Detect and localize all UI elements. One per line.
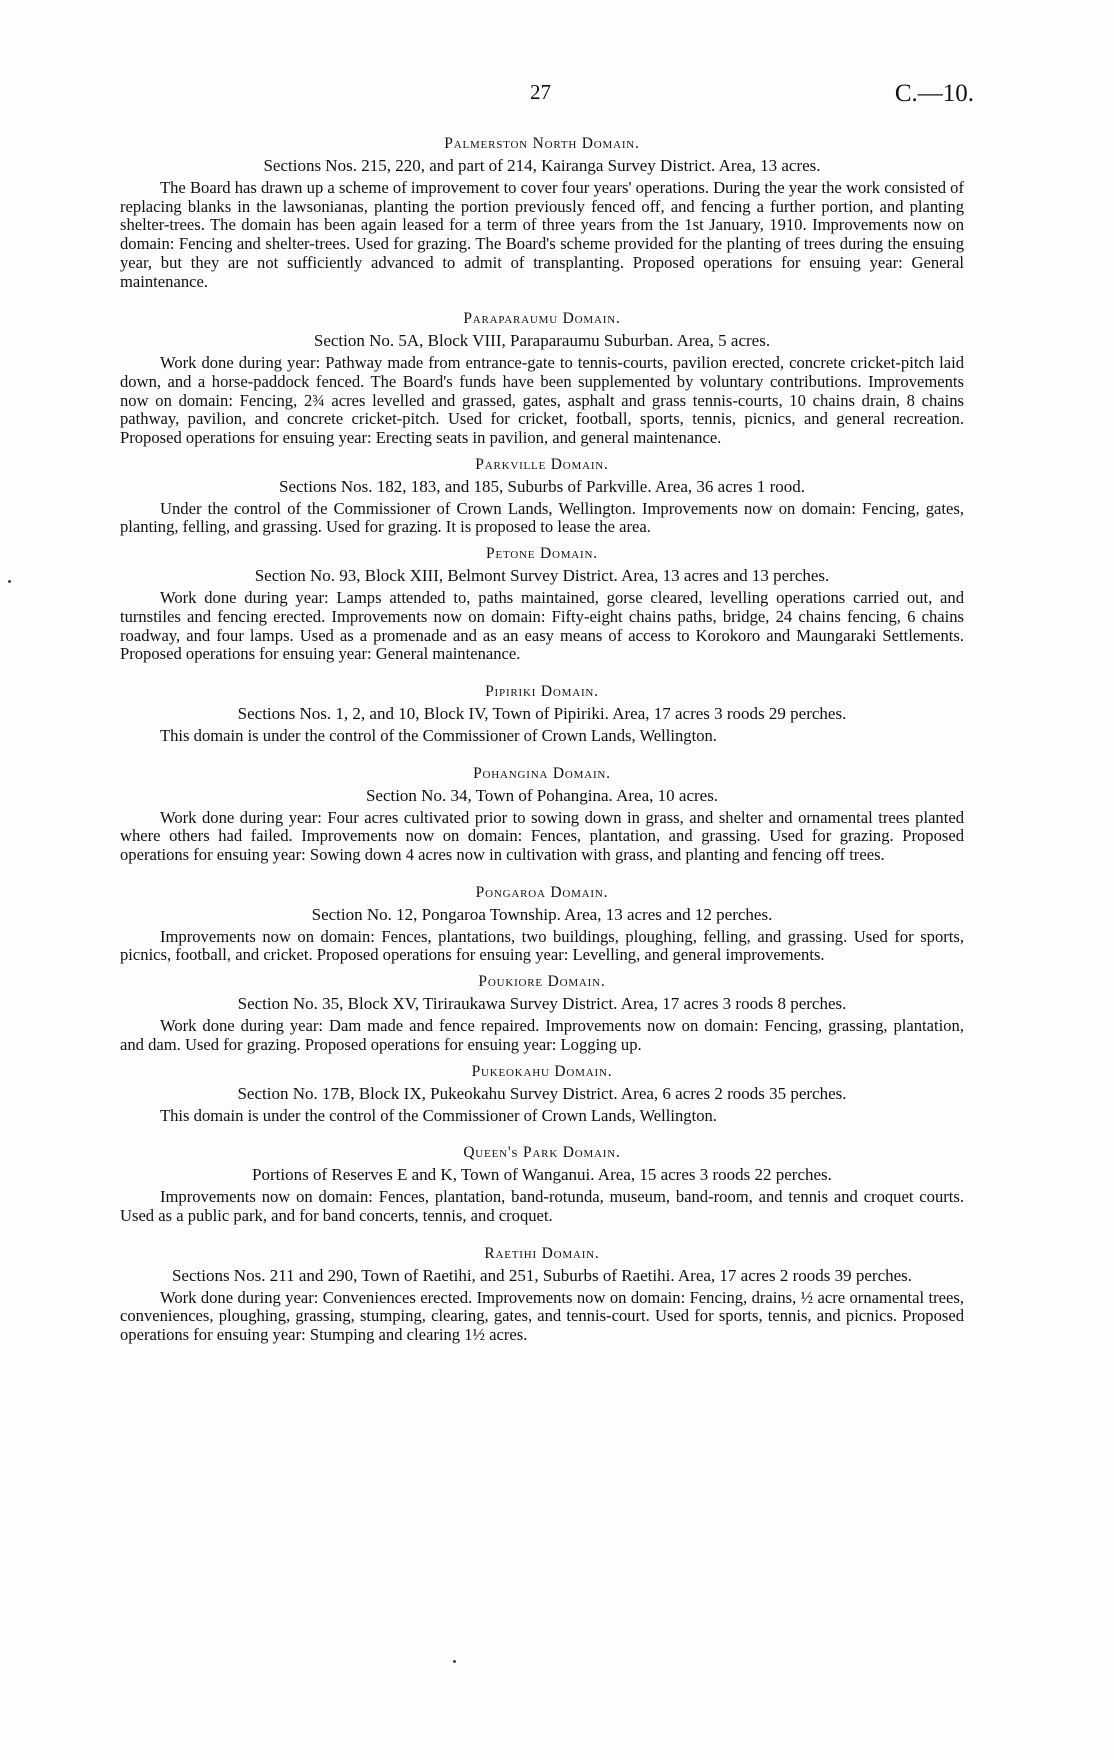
section-location: Section No. 34, Town of Pohangina. Area, 10 acres. (365, 785, 719, 805)
domain-section-queens-park (120, 1143, 964, 1225)
section-location: Section No. 35, Block XV, Tiriraukawa Survey District. Area, 17 acres 3 roods 8 perches. (237, 994, 847, 1014)
section-title: Pipiriki Domain. (485, 682, 599, 700)
domain-section-palmerston-north (120, 134, 964, 291)
section-location: Sections Nos. 182, 183, and 185, Suburbs of Parkville. Area, 36 acres 1 rood. (279, 476, 805, 496)
domain-section-raetihi (120, 1244, 964, 1345)
page-content (120, 134, 964, 1345)
scan-speck (8, 580, 11, 583)
section-body: Work done during year: Four acres cultivated prior to sowing down in grass, and shelter and ornamental trees planted where others had failed. Improvements now on domain: Fences, plantation, and grassing. Used for grazing. Proposed operations for ensuing year: Sowing down 4 acres now in cultivation with grass, and planting and fencing off trees. (120, 807, 964, 865)
section-body: Work done during year: Dam made and fence repaired. Improvements now on domain: Fencing, grassing, plantation, and dam. Used for grazing. Proposed operations for ensuing year: Logging up. (120, 1016, 964, 1054)
section-title: Petone Domain. (486, 545, 598, 563)
section-body: This domain is under the control of the Commissioner of Crown Lands, Wellington. (160, 1105, 717, 1125)
domain-section-paraparaumu (120, 309, 964, 448)
scan-speck (453, 1660, 456, 1663)
section-body: Work done during year: Pathway made from entrance-gate to tennis-courts, pavilion erected, concrete cricket-pitch laid down, and a horse-paddock fenced. The Board's funds have been supplemented by voluntary contributions. Improvements now on domain: Fencing, 2¾ acres levelled and grassed, gates, asphalt and grass tennis-courts, 10 chains drain, 8 chains pathway, pavilion, and concrete cricket-pitch. Used for cricket, football, sports, tennis, picnics, and general recreation. Proposed operations for ensuing year: Erecting seats in pavilion, and general maintenance. (120, 353, 964, 448)
section-title: Palmerston North Domain. (444, 135, 640, 152)
section-location: Section No. 93, Block XIII, Belmont Survey District. Area, 13 acres and 13 perches. (254, 566, 830, 586)
section-title: Pongaroa Domain. (475, 883, 609, 901)
section-body: This domain is under the control of the Commissioner of Crown Lands, Wellington. (160, 725, 717, 745)
section-title: Raetihi Domain. (484, 1244, 600, 1262)
section-body: Work done during year: Conveniences erected. Improvements now on domain: Fencing, drains, ½ acre ornamental trees, conveniences, ploughing, grassing, stumping, clearing, gates, and tennis-court. Used for sports, tennis, and picnics. Proposed operations for ensuing year: Stumping and clearing 1½ acres. (120, 1287, 964, 1345)
section-body: The Board has drawn up a scheme of improvement to cover four years' operations. During the year the work consisted of replacing blanks in the lawsonianas, planting the portion previously fenced off, and fencing a further portion, and planting shelter-trees. The domain has been again leased for a term of three years from the 1st January, 1910. Improvements now on domain: Fencing and shelter-trees. Used for grazing. The Board's scheme provided for the planting of trees during the ensuing year, but they are not sufficiently advanced to admit of transplanting. Proposed operations for ensuing year: General maintenance. (120, 178, 964, 291)
section-title: Pukeokahu Domain. (471, 1062, 613, 1080)
page-header (0, 80, 1114, 110)
domain-section-pongaroa (120, 883, 964, 965)
section-body: Improvements now on domain: Fences, plantation, band-rotunda, museum, band-room, and tennis and croquet courts. Used as a public park, and for band concerts, tennis, and croquet. (120, 1187, 964, 1225)
section-title: Pohangina Domain. (473, 764, 611, 782)
section-body: Improvements now on domain: Fences, plantations, two buildings, ploughing, felling, and grassing. Used for sports, picnics, football, and cricket. Proposed operations for ensuing year: Levelling, and general improvements. (120, 926, 964, 965)
page-number: 27 (530, 80, 551, 104)
section-location: Portions of Reserves E and K, Town of Wanganui. Area, 15 acres 3 roods 22 perches. (252, 1165, 832, 1185)
section-location: Section No. 12, Pongaroa Township. Area, 13 acres and 12 perches. (311, 904, 773, 924)
document-code: C.—10. (894, 80, 974, 107)
section-location: Sections Nos. 215, 220, and part of 214, Kairanga Survey District. Area, 13 acres. (263, 156, 821, 175)
section-location: Section No. 5A, Block VIII, Paraparaumu Suburban. Area, 5 acres. (313, 331, 771, 351)
section-location: Sections Nos. 211 and 290, Town of Raetihi, and 251, Suburbs of Raetihi. Area, 17 acres 2 roods 39 perches. (171, 1265, 913, 1285)
section-body: Work done during year: Lamps attended to, paths maintained, gorse cleared, levelling operations carried out, and turnstiles and fencing erected. Improvements now on domain: Fifty-eight chains paths, bridge, 24 chains fencing, 6 chains roadway, and four lamps. Used as a promenade and as an easy means of access to Korokoro and Maungaraki Settlements. Proposed operations for ensuing year: General maintenance. (120, 588, 964, 664)
domain-section-pukeokahu (120, 1062, 964, 1126)
section-body: Under the control of the Commissioner of Crown Lands, Wellington. Improvements now on domain: Fencing, gates, planting, felling, and grassing. Used for grazing. It is proposed to lease the area. (120, 498, 964, 537)
section-location: Section No. 17B, Block IX, Pukeokahu Survey District. Area, 6 acres 2 roods 35 perches. (237, 1083, 847, 1103)
domain-section-pohangina (120, 764, 964, 865)
section-title: Parkville Domain. (475, 455, 609, 473)
section-location: Sections Nos. 1, 2, and 10, Block IV, Town of Pipiriki. Area, 17 acres 3 roods 29 perches. (237, 703, 847, 723)
domain-section-parkville (120, 455, 964, 537)
domain-section-poukiore (120, 972, 964, 1054)
section-title: Poukiore Domain. (478, 973, 606, 991)
domain-section-petone (120, 544, 964, 664)
section-title: Queen's Park Domain. (463, 1144, 621, 1162)
domain-section-pipiriki (120, 682, 964, 746)
section-title: Paraparaumu Domain. (463, 310, 621, 328)
